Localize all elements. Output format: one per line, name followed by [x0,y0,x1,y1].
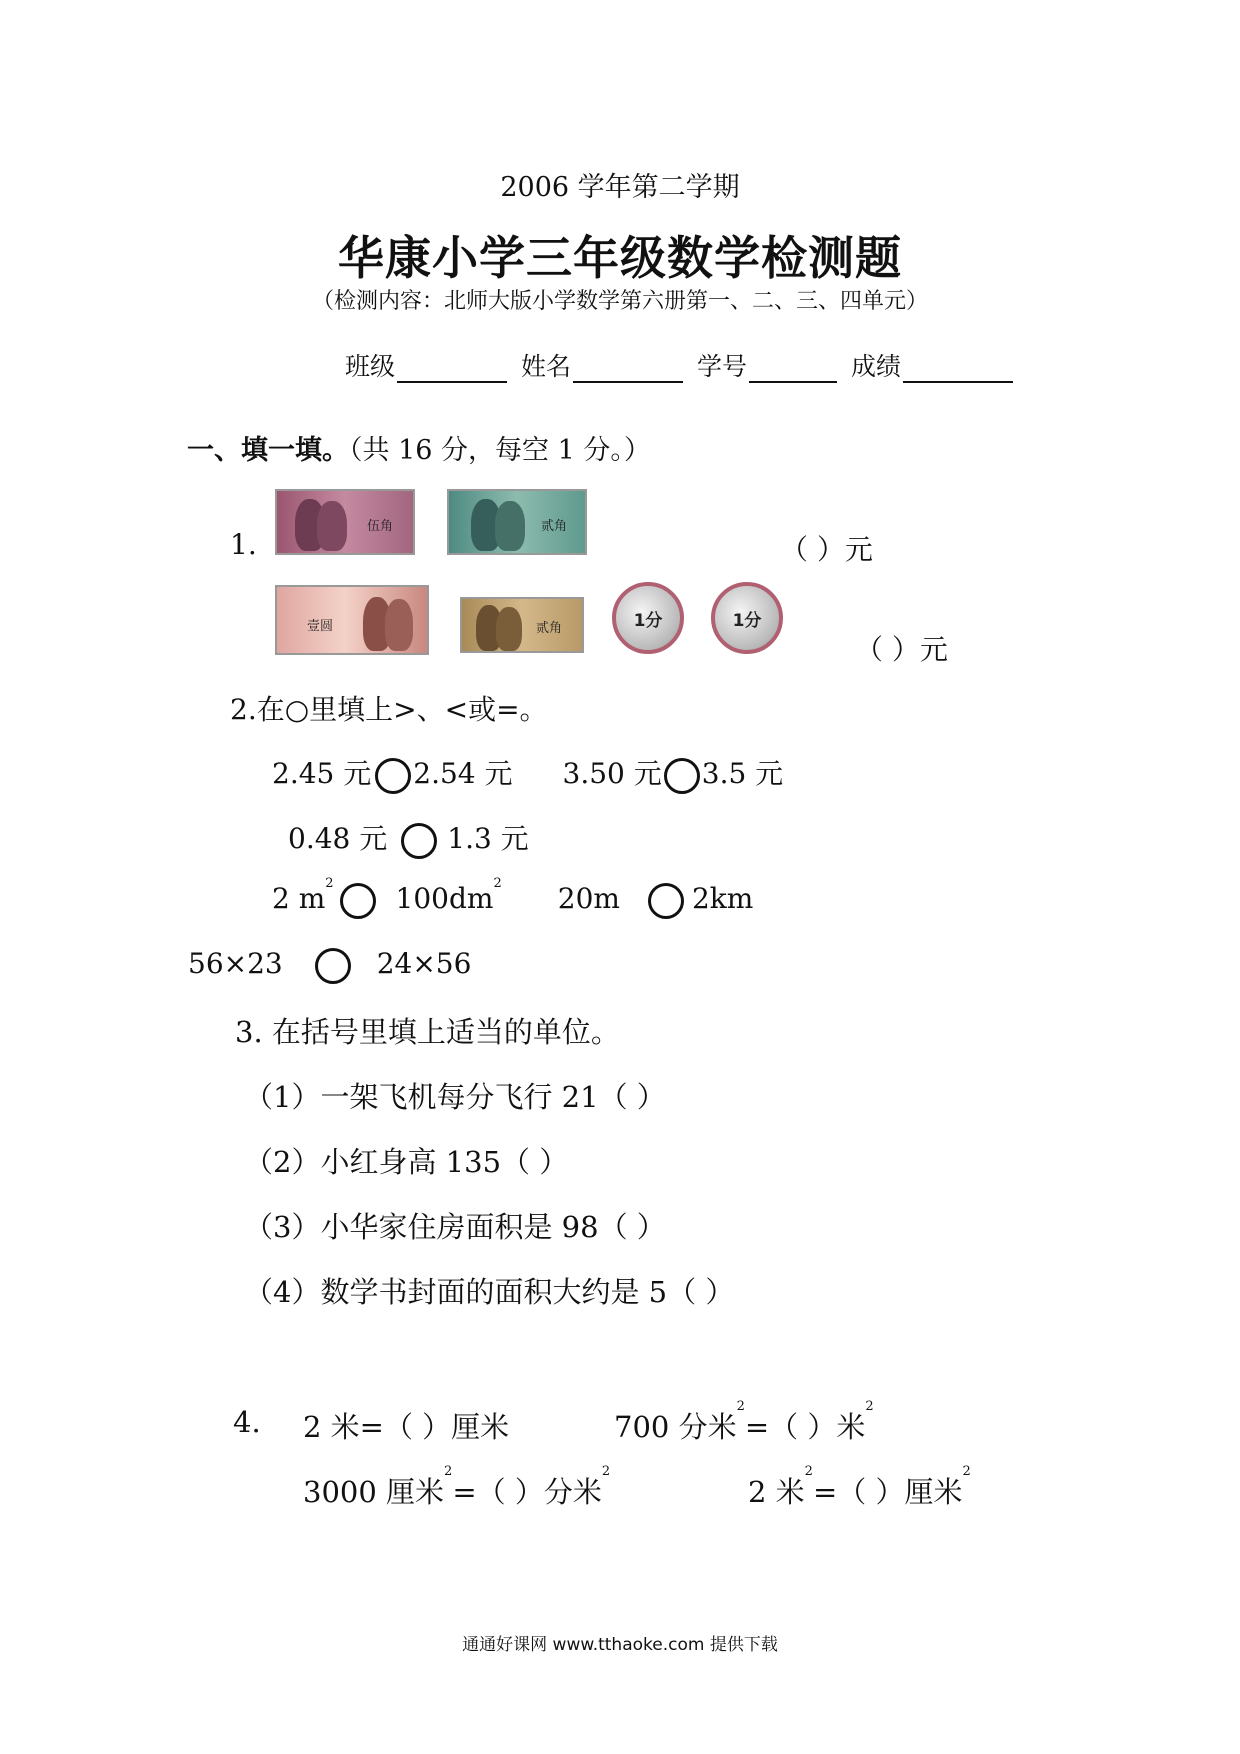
q1-answer-row1[interactable]: （ ）元 [780,533,873,566]
section-1-note: （共 16 分，每空 1 分。） [349,435,651,466]
banknote-denomination: 贰角 [536,621,563,636]
name-field[interactable] [573,355,683,383]
q4-item-c[interactable] [303,1464,611,1511]
student-number-label: 学号 [697,352,748,381]
q4-value: 2 米 [748,1475,805,1509]
banknote-1-yuan [275,585,429,655]
banknote-2-jiao [447,489,587,555]
q3-item-3[interactable]: （3）小华家住房面积是 98（ ） [244,1210,666,1244]
banknote-2-jiao-brown [460,597,584,653]
square-superscript: 2 [962,1464,971,1479]
banknote-portrait [495,501,525,551]
q4-item-a[interactable]: 2 米=（ ）厘米 [303,1410,510,1444]
class-label: 班级 [345,352,396,381]
score-label: 成绩 [851,352,902,381]
q2-value: 2 m [272,882,326,915]
q3-item-4[interactable]: （4）数学书封面的面积大约是 5（ ） [244,1275,735,1309]
q2-value: 0.48 元 [288,822,388,855]
q2-compare-row1 [272,752,783,794]
q1-number: 1. [230,528,257,561]
banknote-portrait [385,599,413,651]
square-superscript: 2 [493,876,502,891]
compare-circle[interactable] [648,883,684,919]
q4-blank: =（ ）厘米 [812,1475,963,1509]
footer-source: 通通好课网 www.tthaoke.com 提供下载 [462,1635,778,1655]
q4-value: 3000 厘米 [303,1475,445,1509]
q1-answer-row2[interactable]: （ ）元 [855,633,948,666]
q2-value: 24×56 [376,947,472,980]
compare-circle[interactable] [340,883,376,919]
semester-line: 2006 学年第二学期 [500,172,740,203]
q2-compare-row4 [188,947,471,984]
class-field[interactable] [397,355,507,383]
test-content-note: （检测内容：北师大版小学数学第六册第一、二、三、四单元） [311,289,928,314]
name-label: 姓名 [521,352,572,381]
q3-item-1[interactable]: （1）一架飞机每分飞行 21（ ） [244,1080,666,1114]
compare-circle[interactable] [401,823,437,859]
q2-value: 2.45 元 [272,757,372,790]
q3-item-2[interactable]: （2）小红身高 135（ ） [244,1145,569,1179]
q2-value: 20m [557,882,620,915]
q4-item-d[interactable] [748,1464,971,1511]
q4-value: 700 分米 [614,1410,737,1444]
q2-value: 2km [691,882,754,915]
q2-value: 2.54 元 [413,757,513,790]
q2-compare-row3 [272,876,754,919]
page-title: 华康小学三年级数学检测题 [338,231,902,285]
square-superscript: 2 [601,1464,611,1479]
score-field[interactable] [903,355,1013,383]
banknote-5-jiao [275,489,415,555]
square-superscript: 2 [325,876,334,891]
coin-1-fen-2: 1分 [711,582,783,654]
square-superscript: 2 [736,1399,745,1414]
square-superscript: 2 [865,1399,874,1414]
q4-number: 4. [233,1405,261,1439]
banknote-denomination: 伍角 [367,519,394,534]
student-info-row [345,347,1013,383]
banknote-portrait [317,501,347,551]
section-1-title: 一、填一填。 [187,435,349,466]
compare-circle[interactable] [315,948,351,984]
q2-prompt: 2.在○里填上>、<或=。 [230,693,548,726]
q2-value: 3.50 元 [562,757,662,790]
compare-circle[interactable] [664,758,700,794]
banknote-denomination: 贰角 [541,519,568,534]
q4-blank: =（ ）米 [744,1410,866,1444]
square-superscript: 2 [444,1464,453,1479]
banknote-denomination: 壹圆 [307,619,334,634]
square-superscript: 2 [804,1464,813,1479]
q2-value: 100dm [395,882,494,915]
q2-value: 3.5 元 [701,757,784,790]
coin-1-fen: 1分 [612,582,684,654]
q3-prompt: 3. 在括号里填上适当的单位。 [235,1015,620,1049]
q2-compare-row2 [288,817,529,859]
compare-circle[interactable] [375,758,411,794]
q2-value: 1.3 元 [447,822,529,855]
student-number-field[interactable] [749,355,837,383]
q4-blank: =（ ）分米 [452,1475,602,1509]
banknote-portrait [496,607,522,651]
q2-value: 56×23 [188,947,283,980]
section-1-heading [187,428,651,467]
q4-item-b[interactable] [614,1399,874,1446]
